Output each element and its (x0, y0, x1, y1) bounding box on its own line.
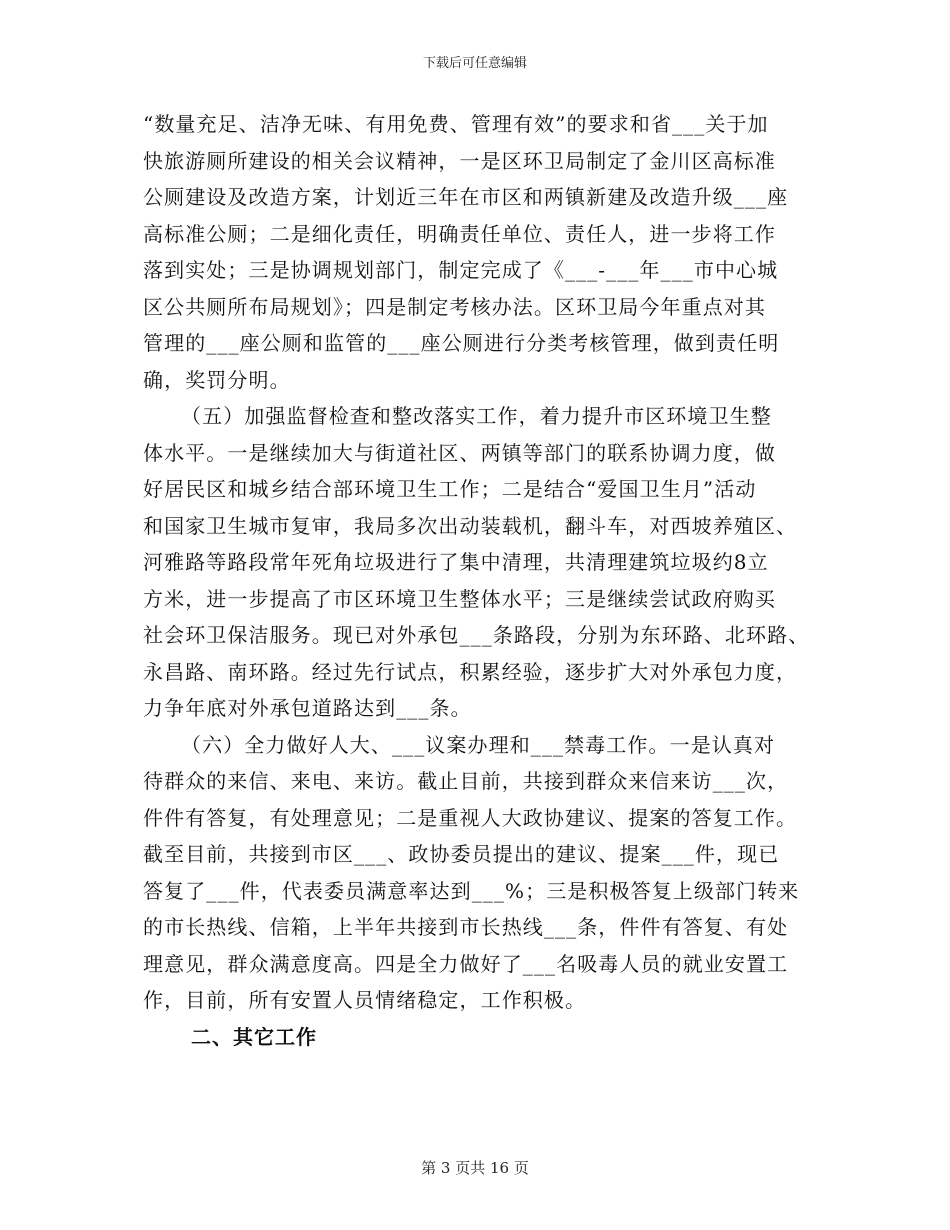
paragraph-line: 确，奖罚分明。 (143, 367, 291, 392)
paragraph-line: 河雅路等路段常年死角垃圾进行了集中清理，共清理建筑垃圾约8立 (143, 550, 769, 574)
paragraph-line: 落到实处；三是协调规划部门，制定完成了《___-___年___市中心城 (143, 258, 779, 282)
paragraph-line: 高标准公厕；二是细化责任，明确责任单位、责任人，进一步将工作 (143, 221, 776, 246)
paragraph-line: 管理的___座公厕和监管的___座公厕进行分类考核管理，做到责任明 (143, 331, 780, 355)
paragraph-line: （六）全力做好人大、___议案办理和___禁毒工作。一是认真对 (181, 732, 776, 757)
paragraph-line: 作，目前，所有安置人员情绪稳定，工作积极。 (143, 988, 587, 1012)
paragraph-line: 体水平。一是继续加大与街道社区、两镇等部门的联系协调力度，做 (143, 440, 776, 465)
paragraph-line: 区公共厕所布局规划》；四是制定考核办法。区环卫局今年重点对其 (143, 294, 766, 319)
paragraph-line: 社会环卫保洁服务。现已对外承包___条路段，分别为东环路、北环路、 (143, 623, 810, 647)
paragraph-line: 好居民区和城乡结合部环境卫生工作；二是结合“爱国卫生月”活动 (143, 477, 757, 501)
paragraph-line: “数量充足、洁净无味、有用免费、管理有效”的要求和省___关于加 (143, 112, 769, 136)
paragraph-line: 和国家卫生城市复审，我局多次出动装载机，翻斗车，对西坡养殖区、 (143, 513, 798, 538)
section-heading: 二、其它工作 (191, 1024, 317, 1049)
paragraph-line: 截至目前，共接到市区___、政协委员提出的建议、提案___件，现已 (143, 842, 780, 866)
document-body (143, 106, 815, 1055)
paragraph-line: （五）加强监督检查和整改落实工作，着力提升市区环境卫生整 (181, 404, 772, 428)
paragraph-line: 待群众的来信、来电、来访。截止目前，共接到群众来信来访___次， (143, 769, 789, 793)
paragraph-line: 快旅游厕所建设的相关会议精神，一是区环卫局制定了金川区高标准 (143, 148, 776, 173)
paragraph-line: 理意见，群众满意度高。四是全力做好了___名吸毒人员的就业安置工 (143, 951, 789, 976)
page-footer: 第 3 页共 16 页 (421, 1159, 529, 1177)
page-header: 下载后可任意编辑 (422, 56, 527, 71)
paragraph-line: 力争年底对外承包道路达到___条。 (143, 696, 472, 720)
paragraph-line: 答复了___件，代表委员满意率达到___%；三是积极答复上级部门转来 (143, 878, 800, 903)
paragraph-line: 件件有答复，有处理意见；二是重视人大政协建议、提案的答复工作。 (143, 805, 798, 830)
paragraph-line: 方米，进一步提高了市区环境卫生整体水平；三是继续尝试政府购买 (143, 586, 776, 611)
paragraph-line: 永昌路、南环路。经过先行试点，积累经验，逐步扩大对外承包力度， (143, 659, 798, 684)
paragraph-line: 的市长热线、信箱，上半年共接到市长热线___条，件件有答复、有处 (143, 915, 789, 939)
paragraph-line: 公厕建设及改造方案，计划近三年在市区和两镇新建及改造升级___座 (143, 185, 789, 209)
